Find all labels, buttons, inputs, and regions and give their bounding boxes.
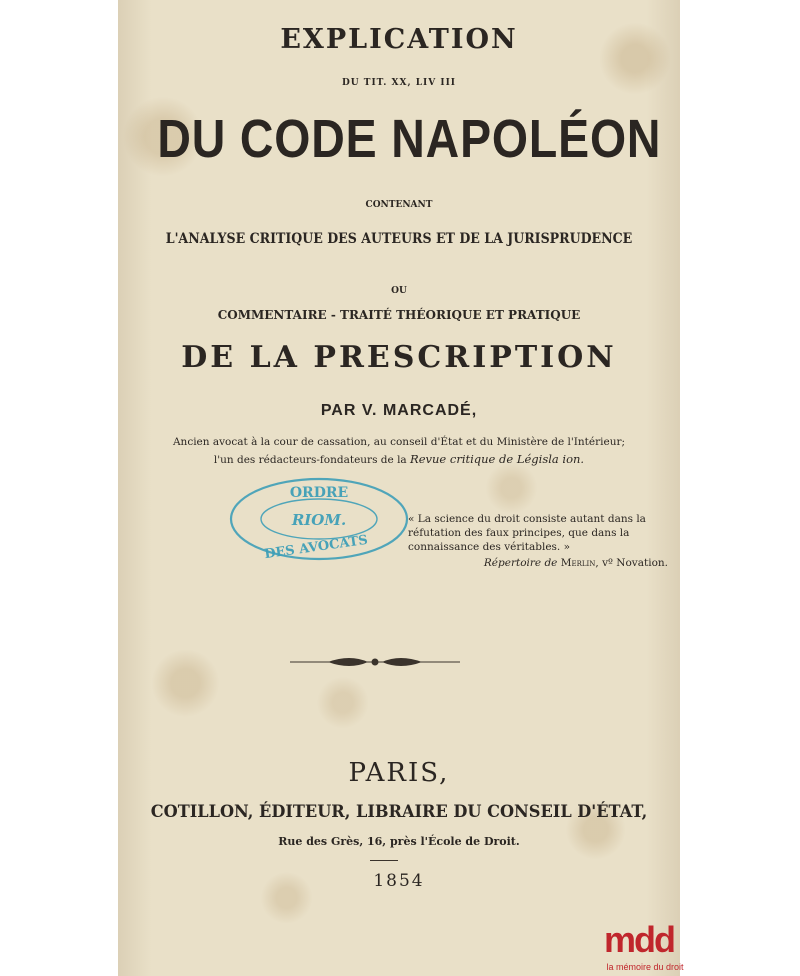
subject-title: DE LA PRESCRIPTION bbox=[181, 340, 617, 375]
bar-stamp bbox=[224, 473, 414, 565]
author-description-2-text: l'un des rédacteurs-fondateurs de la bbox=[213, 454, 407, 466]
stamp-line-1: ORDRE bbox=[289, 485, 349, 501]
containing-label: CONTENANT bbox=[365, 200, 433, 210]
or-label: OU bbox=[391, 286, 407, 296]
logo-tagline: la mémoire du droit bbox=[606, 962, 684, 972]
epigraph bbox=[408, 512, 668, 570]
mdd-logo bbox=[600, 919, 690, 976]
ornament-divider bbox=[288, 652, 462, 672]
imprint-rule bbox=[370, 860, 398, 861]
epigraph-line: « La science du droit consiste autant dans la bbox=[408, 513, 646, 525]
citation-author: Merlin bbox=[560, 557, 596, 569]
imprint-address: Rue des Grès, 16, près l'École de Droit. bbox=[278, 835, 520, 848]
epigraph-line: connaissance des véritables. » bbox=[408, 541, 571, 553]
logo-mark: mdd bbox=[604, 919, 674, 960]
heading-explication: EXPLICATION bbox=[280, 24, 518, 55]
citation-source: Répertoire de bbox=[483, 557, 558, 569]
book-title-page bbox=[118, 0, 680, 976]
citation-entry: , vº Novation. bbox=[595, 557, 668, 569]
stamp-line-3: DES AVOCATS bbox=[263, 532, 369, 563]
imprint-year: 1854 bbox=[373, 871, 425, 891]
commentary-line: COMMENTAIRE - TRAITÉ THÉORIQUE ET PRATIQUE bbox=[217, 308, 581, 322]
author-name: PAR V. MARCADÉ, bbox=[320, 402, 478, 419]
stamp-line-2: RIOM. bbox=[291, 511, 347, 529]
analysis-line: L'ANALYSE CRITIQUE DES AUTEURS ET DE LA JURISPRUDENCE bbox=[165, 231, 633, 247]
author-description-1: Ancien avocat à la cour de cassation, au conseil d'État et du Ministère de l'Intérieur; bbox=[172, 436, 626, 448]
review-title: Revue critique de Législa ion. bbox=[410, 452, 585, 466]
epigraph-line: réfutation des faux principes, que dans la bbox=[408, 527, 630, 539]
author-description-2 bbox=[118, 452, 680, 466]
imprint-city: PARIS, bbox=[348, 758, 450, 788]
main-title: DU CODE NAPOLÉON bbox=[157, 109, 662, 169]
epigraph-citation bbox=[408, 556, 668, 570]
heading-title-book: DU TIT. XX, LIV III bbox=[341, 78, 456, 88]
imprint-publisher: COTILLON, ÉDITEUR, LIBRAIRE DU CONSEIL D'ÉTAT, bbox=[150, 802, 648, 822]
